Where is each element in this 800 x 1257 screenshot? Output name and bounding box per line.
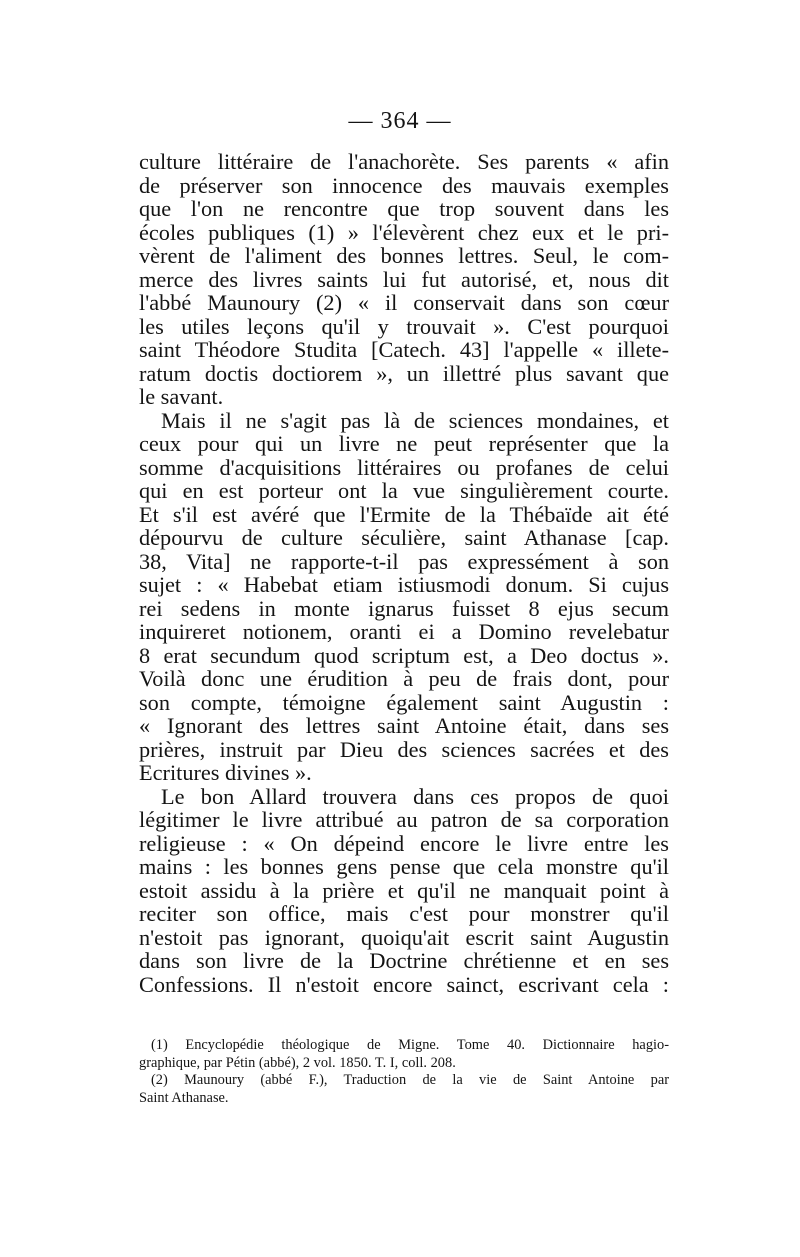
text-line: n'estoit pas ignorant, quoiqu'ait escrit saint Augustin bbox=[139, 924, 669, 950]
text-line: inquireret notionem, oranti ei a Domino revelebatur bbox=[139, 619, 669, 644]
footnotes bbox=[139, 1037, 669, 1107]
text-line: légitimer le livre attribué au patron de sa corporation bbox=[139, 807, 669, 832]
text-line: religieuse : « On dépeind encore le livre entre les bbox=[139, 830, 669, 856]
text-line: Le bon Allard trouvera dans ces propos de quoi bbox=[161, 783, 669, 809]
text-line: le savant. bbox=[139, 384, 224, 409]
text-line: Et s'il est avéré que l'Ermite de la Thébaïde ait été bbox=[139, 501, 669, 527]
text-line: Confessions. Il n'estoit encore sainct, escrivant cela : bbox=[139, 971, 669, 997]
text-line: culture littéraire de l'anachorète. Ses parents « afin bbox=[139, 149, 669, 174]
text-line: qui en est porteur ont la vue singulièrement courte. bbox=[139, 478, 669, 503]
page-number: — 364 — bbox=[348, 108, 452, 134]
footnote-1 bbox=[139, 1037, 669, 1072]
text-line: 38, Vita] ne rapporte-t-il pas expressément à son bbox=[139, 548, 669, 574]
paragraph-2 bbox=[139, 409, 669, 785]
paragraph-1 bbox=[139, 150, 669, 409]
text-line: vèrent de l'aliment des bonnes lettres. Seul, le com- bbox=[139, 243, 669, 268]
footnote-line: (2) Maunoury (abbé F.), Traduction de la vie de Saint Antoine par bbox=[151, 1072, 669, 1089]
text-line: son compte, témoigne également saint Augustin : bbox=[139, 689, 669, 715]
text-line: que l'on ne rencontre que trop souvent dans les bbox=[139, 196, 669, 221]
text-line: de préserver son innocence des mauvais exemples bbox=[139, 172, 669, 198]
text-line: les utiles leçons qu'il y trouvait ». C'est pourquoi bbox=[139, 313, 669, 339]
text-line: sujet : « Habebat etiam istiusmodi donum. Si cujus bbox=[139, 572, 669, 597]
text-line: dans son livre de la Doctrine chrétienne et en ses bbox=[139, 948, 669, 973]
text-line: Mais il ne s'agit pas là de sciences mondaines, et bbox=[161, 407, 669, 433]
text-line: ceux pour qui un livre ne peut représenter que la bbox=[139, 431, 669, 456]
footnote-2 bbox=[139, 1072, 669, 1107]
footnote-line: Saint Athanase. bbox=[139, 1089, 229, 1106]
text-line: l'abbé Maunoury (2) « il conservait dans son cœur bbox=[139, 290, 669, 315]
text-line: mains : les bonnes gens pense que cela monstre qu'il bbox=[139, 854, 669, 879]
text-line: 8 erat secundum quod scriptum est, a Deo doctus ». bbox=[139, 642, 669, 668]
footnote-line: (1) Encyclopédie théologique de Migne. Tome 40. Dictionnaire hagio- bbox=[151, 1037, 669, 1053]
text-line: merce des livres saints lui fut autorisé, et, nous dit bbox=[139, 266, 669, 292]
text-line: prières, instruit par Dieu des sciences sacrées et des bbox=[139, 736, 669, 762]
text-line: reciter son office, mais c'est pour monstrer qu'il bbox=[139, 901, 669, 926]
paragraph-3 bbox=[139, 785, 669, 997]
text-line: Ecritures divines ». bbox=[139, 760, 312, 785]
body-text bbox=[139, 150, 669, 996]
text-line: rei sedens in monte ignarus fuisset 8 ejus secum bbox=[139, 595, 669, 621]
text-line: « Ignorant des lettres saint Antoine était, dans ses bbox=[139, 713, 669, 738]
text-line: saint Théodore Studita [Catech. 43] l'appelle « illete- bbox=[139, 337, 669, 362]
text-line: écoles publiques (1) » l'élevèrent chez eux et le pri- bbox=[139, 219, 669, 245]
text-line: Voilà donc une érudition à peu de frais dont, pour bbox=[139, 666, 669, 691]
text-line: ratum doctis doctiorem », un illettré plus savant que bbox=[139, 360, 669, 386]
text-line: estoit assidu à la prière et qu'il ne manquait point à bbox=[139, 877, 669, 903]
text-line: somme d'acquisitions littéraires ou profanes de celui bbox=[139, 454, 669, 480]
footnote-line: graphique, par Pétin (abbé), 2 vol. 1850. T. I, coll. 208. bbox=[139, 1054, 456, 1071]
text-line: dépourvu de culture séculière, saint Athanase [cap. bbox=[139, 525, 669, 550]
